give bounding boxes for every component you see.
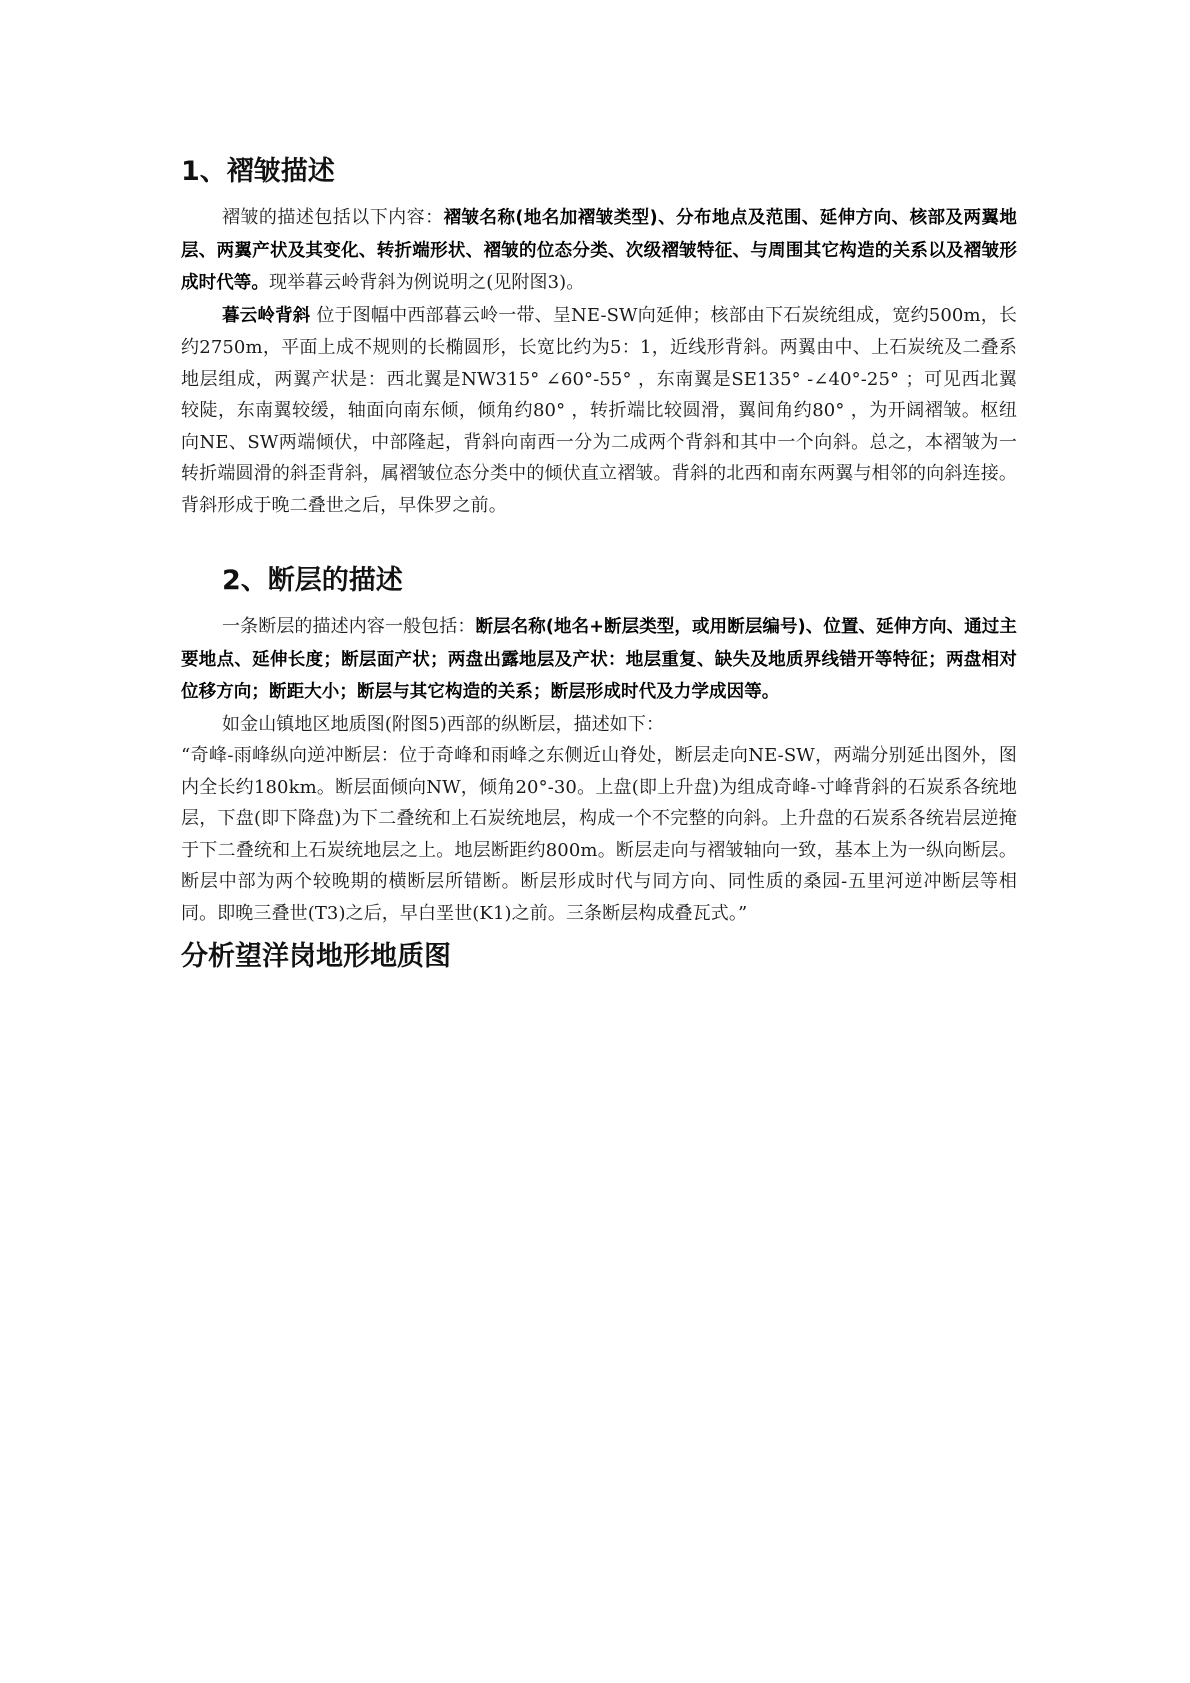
- fold-description-paragraph: [181, 202, 1017, 300]
- section-1-heading: 1、褶皱描述: [181, 156, 335, 187]
- muyunling-anticline-term: 暮云岭背斜: [222, 305, 311, 326]
- fold-example-text: 现举暮云岭背斜为例说明之(见附图3)。: [269, 272, 585, 293]
- fault-example-intro: 如金山镇地区地质图(附图5)西部的纵断层，描述如下：: [222, 713, 665, 735]
- muyunling-anticline-text: 位于图幅中西部暮云岭一带、呈NE-SW向延伸；核部由下石炭统组成，宽约500m，长约2750m，平面上成不规则的长椭圆形，长宽比约为5：1，近线形背斜。两翼由中、上石炭统及二叠系地层组成，两翼产状是：西北翼是NW315° ∠60°-55° ，东南翼是SE135° -∠40°-25° ；可见西北翼较陡，东南翼较缓，轴面向南东倾，倾角约80° ，转折端比较圆滑，翼间角约80° ，为开阔褶皱。枢纽向NE、SW两端倾伏，中部隆起，背斜向南西一分为二成两个背斜和其中一个向斜。总之，本褶皱为一转折端圆滑的斜歪背斜，属褶皱位态分类中的倾伏直立褶皱。背斜的北西和南东两翼与相邻的向斜连接。背斜形成于晚二叠世之后，早侏罗之前。: [181, 304, 1017, 516]
- fault-contents-bold: 断层名称(地名+断层类型，或用断层编号)、位置、延伸方向、通过主要地点、延伸长度；断层面产状；两盘出露地层及产状：地层重复、缺失及地质界线错开等特征；两盘相对位移方向；断距大小；断层与其它构造的关系；断层形成时代及力学成因等。: [181, 617, 1018, 702]
- section-2-heading: 2、断层的描述: [222, 565, 403, 596]
- section-3-heading: 分析望洋岗地形地质图: [181, 941, 451, 972]
- fault-intro-text: 一条断层的描述内容一般包括：: [222, 616, 476, 637]
- fault-example-quote: “奇峰-雨峰纵向逆冲断层：位于奇峰和雨峰之东侧近山脊处，断层走向NE-SW，两端分别延出图外，图内全长约180km。断层面倾向NW，倾角20°-30。上盘(即上升盘)为组成奇峰-寸峰背斜的石炭系各统地层，下盘(即下降盘)为下二叠统和上石炭统地层，构成一个不完整的向斜。上升盘的石炭系各统岩层逆掩于下二叠统和上石炭统地层之上。地层断距约800m。断层走向与褶皱轴向一致，基本上为一纵向断层。断层中部为两个较晚期的横断层所错断。断层形成时代与同方向、同性质的桑园-五里河逆冲断层等相同。即晚三叠世(T3)之后，早白垩世(K1)之前。三条断层构成叠瓦式。”: [181, 745, 1017, 924]
- fault-description-paragraph: [181, 611, 1017, 709]
- document-content: [181, 150, 1017, 979]
- muyunling-anticline-paragraph: [181, 300, 1017, 522]
- fold-intro-text: 褶皱的描述包括以下内容：: [222, 207, 444, 228]
- fold-contents-bold: 褶皱名称(地名加褶皱类型)、分布地点及范围、延伸方向、核部及两翼地层、两翼产状及其变化、转折端形状、褶皱的位态分类、次级褶皱特征、与周围其它构造的关系以及褶皱形成时代等。: [181, 208, 1017, 293]
